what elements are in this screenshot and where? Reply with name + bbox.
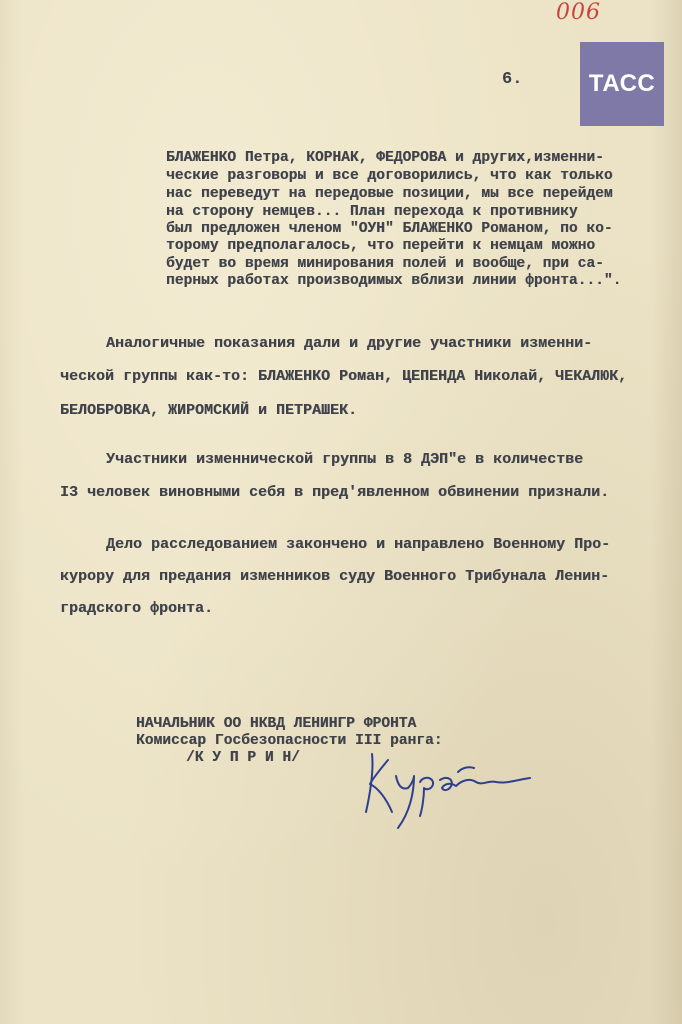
quote-line: ческие разговоры и все договорились, что как только: [166, 168, 613, 184]
quote-line: будет во время минирования полей и вообще, при са-: [166, 256, 604, 272]
paragraph-line: градского фронта.: [60, 600, 214, 617]
paragraph-line: Участники изменнической группы в 8 ДЭП"е в количестве: [106, 451, 584, 468]
signatory-name: /К У П Р И Н/: [186, 750, 300, 766]
tass-logo: [580, 42, 664, 126]
tass-logo-text: ТАСС: [588, 70, 656, 97]
quote-line: БЛАЖЕНКО Петра, КОРНАК, ФЕДОРОВА и других,изменни-: [166, 150, 604, 166]
signatory-title: НАЧАЛЬНИК ОО НКВД ЛЕНИНГР ФРОНТА: [136, 716, 417, 732]
paragraph-line: Аналогичные показания дали и другие участники изменни-: [106, 335, 593, 352]
paragraph-line: Дело расследованием закончено и направлено Военному Про-: [106, 536, 611, 553]
quote-line: перных работах производимых вблизи линии фронта...".: [166, 273, 622, 289]
handwritten-signature: [358, 742, 548, 832]
paragraph-line: ческой группы как-то: БЛАЖЕНКО Роман, ЦЕПЕНДА Николай, ЧЕКАЛЮК,: [60, 368, 628, 385]
paragraph-line: I3 человек виновными себя в пред'явленном обвинении признали.: [60, 484, 610, 501]
quote-line: на сторону немцев... План перехода к противнику: [166, 204, 578, 220]
quote-line: нас переведут на передовые позиции, мы все перейдем: [166, 186, 613, 202]
paragraph-line: БЕЛОБРОВКА, ЖИРОМСКИЙ и ПЕТРАШЕК.: [60, 402, 358, 419]
quote-line: был предложен членом "ОУН" БЛАЖЕНКО Романом, по ко-: [166, 221, 613, 237]
archive-number: 006: [556, 0, 601, 25]
paragraph-line: курору для предания изменников суду Военного Трибунала Ленин-: [60, 568, 610, 585]
quote-line: торому предполагалось, что перейти к немцам можно: [166, 238, 596, 254]
signatory-rank: Комиссар Госбезопасности III ранга:: [136, 733, 443, 749]
page-number: 6.: [502, 70, 523, 89]
